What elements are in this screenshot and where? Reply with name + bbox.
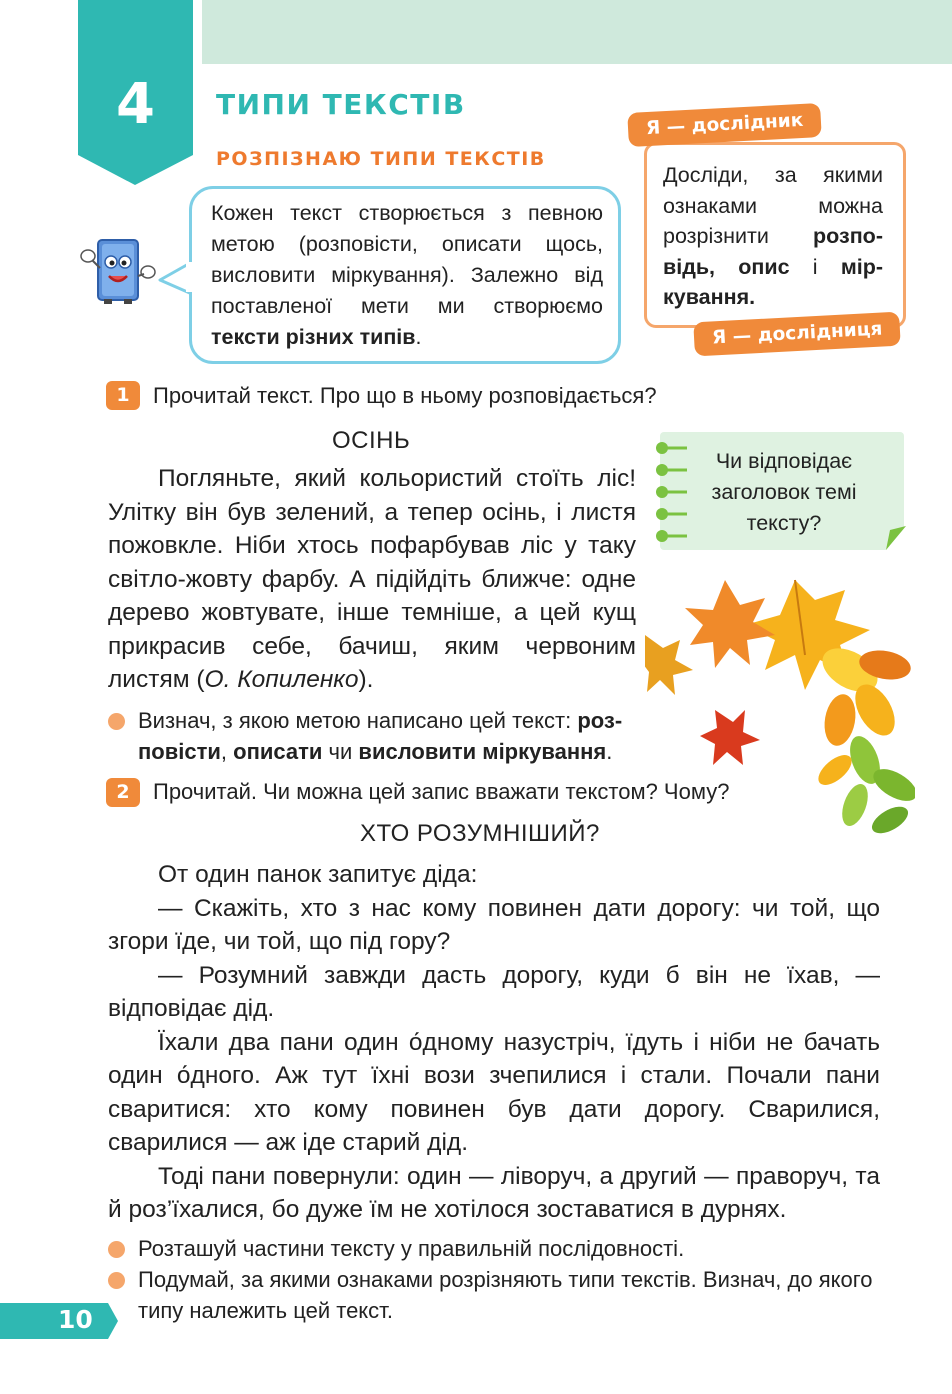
page-title: ТИПИ ТЕКСТІВ: [216, 88, 466, 121]
page-subtitle: РОЗПІЗНАЮ ТИПИ ТЕКСТІВ: [216, 148, 546, 170]
task-2-bullet-1: Розташуй частини тексту у правильній послідовності.: [138, 1236, 685, 1261]
bullet-dot: [108, 1241, 125, 1258]
task-2-bullet-2: Подумай, за якими ознаками розрізняють типи текстів. Визнач, до якого типу належить цей текст.: [138, 1267, 873, 1323]
task-1-prompt: Прочитай текст. Про що в ньому розповідається?: [153, 383, 657, 408]
paragraph: Тоді пани повернули: один — ліворуч, а другий — праворуч, та й роз’їхалися, бо дуже їм не хотілося зоставатися в дурнях.: [108, 1162, 880, 1223]
chapter-number: 4: [116, 72, 155, 137]
bubble-tail-mask: [186, 262, 198, 292]
paragraph: — Розумний завжди дасть дорогу, куди б він не їхав, — відповідає дід.: [108, 961, 880, 1022]
researcher-badge-male: Я — дослідник: [627, 103, 822, 147]
task-1-text: Погляньте, який кольористий стоїть ліс! Улітку він був зелений, а тепер осінь, і листя пожовкле. Ніби хтось пофарбував ліс у таку світло-жовту фарбу. А підійдіть ближче: одне дерево жовтувате, інше темніше, а цей кущ прикрасив себе, бачиш, яким червоним листям (О. Копиленко).: [108, 465, 636, 693]
task-2-text: [108, 858, 880, 1227]
task-2-heading: ХТО РОЗУМНІШИЙ?: [360, 820, 600, 847]
research-text: Досліди, за якими ознаками можна розрізнити розповідь, опис і міркування.: [663, 163, 883, 309]
task-2-number: 2: [106, 778, 140, 807]
note-text: Чи відповідає заголовок темі тексту?: [711, 449, 857, 535]
bullet-dot: [108, 1272, 125, 1289]
paragraph: От один панок запитує діда:: [158, 861, 478, 888]
paragraph: — Скажіть, хто з нас кому повинен дати дорогу: чи той, що згори їде, чи той, що під гору?: [108, 894, 880, 955]
task-1-bullet: Визнач, з якою метою написано цей текст: розповісти, описати чи висловити міркування.: [138, 708, 623, 764]
paragraph: Їхали два пани один о́дному назустріч, їдуть і ніби не бачать один о́дного. Аж тут їхні вози зчепилися і стали. Почали пани сваритися: хто кому повинен був дати дорогу. Сварилися, сварилися — аж іде старий дід.: [108, 1028, 880, 1156]
note-fold: [886, 526, 906, 550]
bullet-dot: [108, 713, 125, 730]
intro-text: Кожен текст створюється з певною метою (розповісти, описати щось, висловити міркування). Залежно від поставленої мети ми створюємо тексти різних типів.: [211, 201, 603, 349]
task-1-heading: ОСІНЬ: [332, 427, 411, 454]
researcher-badge-female: Я — дослідниця: [693, 312, 901, 357]
page-number: 10: [58, 1305, 93, 1334]
task-1-number: 1: [106, 381, 140, 410]
header-strip: [202, 0, 952, 64]
task-2-prompt: Прочитай. Чи можна цей запис вважати текстом? Чому?: [153, 779, 730, 804]
book-mascot-icon: [76, 236, 160, 306]
